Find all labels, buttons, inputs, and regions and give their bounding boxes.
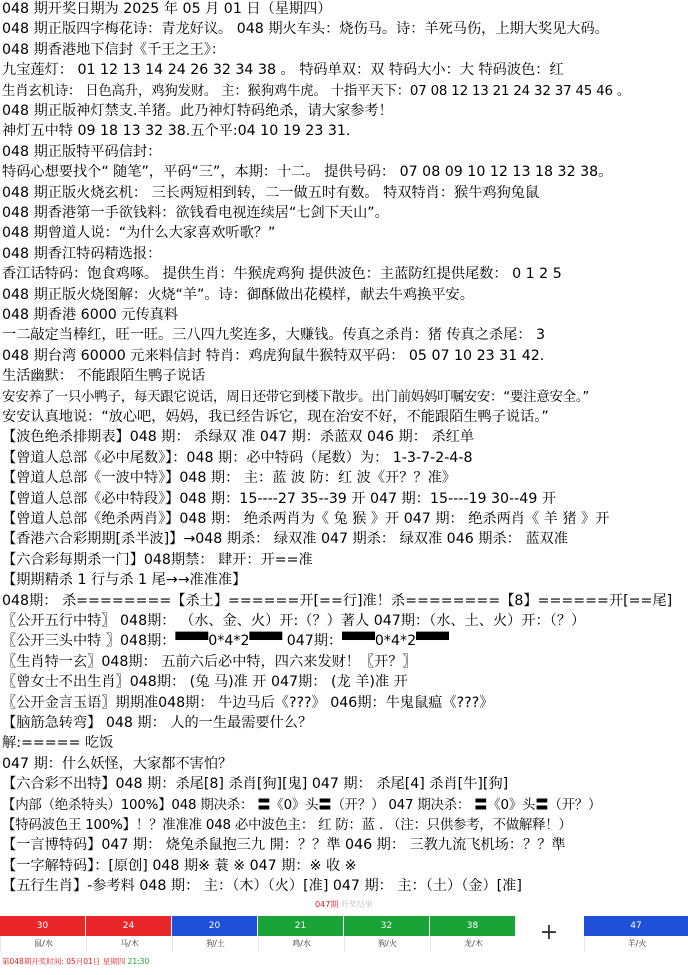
draw-period: 047期 [315, 900, 339, 909]
text-line: 安安认真地说：“放心吧，妈妈，我已经告诉它，现在治安不好，不能跟陌生鸭子说话。” [2, 409, 549, 425]
text-line: 048 期曾道人说：“为什么大家喜欢听歌？” [2, 225, 276, 241]
ball-number: 24 [86, 916, 171, 936]
text-line: 048 期正版火烧玄机： 三长两短相到转，二一做五时有数。 特双特肖：猴牛鸡狗兔鼠 [2, 185, 540, 201]
text-line: 特码心想要找个“ 随笔”，平码“三”，本期：十二。 提供号码： 07 08 09 10 12 13 18 32 38。 [2, 164, 613, 180]
ball-row [0, 916, 688, 936]
text-line: 【曾道人总部《必中特段》】048 期：15----27 35--39 开 047 期：15----19 30--49 开 [2, 491, 557, 507]
ball-number: 20 [172, 916, 257, 936]
text-line: 【一言博特码】047 期： 烧兔杀鼠抱三九 開：？？準 046 期： 三教九流飞机场：？？準 [2, 837, 566, 853]
draw-result-bar [0, 895, 688, 975]
text-line: 【曾道人总部《绝杀两肖》】048 期： 绝杀两肖为《 兔 猴 》开 047 期： 绝杀两肖《 羊 猪 》开 [2, 511, 610, 527]
ball-zodiac: 龙/木 [430, 936, 516, 952]
open-time-clock: 21:30 [125, 957, 150, 966]
text-line: 【六合彩每期杀一门】048期禁： 肆开：开==准 [2, 552, 313, 568]
text-line: 047 期：什么妖怪，大家都不害怕？ [2, 756, 233, 772]
text-line: 048 期开奖日期为 2025 年 05 月 01 日（星期四） [2, 1, 332, 17]
text-line: 【香港六合彩期期[杀半波]】→048 期杀： 绿双准 047 期杀： 绿双准 046 期杀： 蓝双准 [2, 531, 568, 547]
text-line: 048 期正版特平码信封： [2, 144, 162, 160]
ball-number: 38 [430, 916, 515, 936]
text-line: 香江话特码：饱食鸡啄。 提供生肖：牛猴虎鸡狗 提供波色：主蓝防红提供尾数： 0 1 2 5 [2, 266, 562, 282]
text-line: 解:===== 吃饭 [2, 735, 114, 751]
ball-number: 32 [344, 916, 429, 936]
text-line: 安安养了一只小鸭子，每天跟它说话，周日还带它到楼下散步。出门前妈妈叮嘱安安：“要注意安全。” [2, 390, 590, 405]
open-time [2, 955, 149, 969]
text-line: 048 期正版火烧图解：火烧“羊”。诗：御酥做出花模样，献去牛鸡换平安。 [2, 287, 474, 303]
text-line: 生活幽默： 不能跟陌生鸭子说话 [2, 368, 206, 384]
text-line: 〖公开三头中特 〗048期：▀▀▀0*4*2▀▀▀ 047期：▀▀▀0*4*2▀▀▀ [2, 633, 449, 649]
text-line: 【波色绝杀排期表】048 期： 杀绿双 准 047 期：杀蓝双 046 期： 杀红单 [2, 429, 475, 445]
text-line: 048 期正版神灯禁支.羊猪。此乃神灯特码绝杀，请大家参考！ [2, 103, 393, 119]
text-line: 048 期香港地下信封《千王之王》： [2, 42, 226, 58]
open-time-label: 第048期开奖时间: [2, 957, 67, 966]
text-line: 〖曾女士不出生肖〗048期： (兔 马)准 开 047期： (龙 羊)准 开 [2, 674, 408, 690]
text-line: 一二敲定当棒红，旺一旺。三八四九奖连多，大赚钱。传真之杀肖：猪 传真之杀尾： 3 [2, 327, 545, 343]
text-line: 生肖玄机诗： 日色高升，鸡狗发财。 主：猴狗鸡牛虎。 十指平天下：07 08 12 13 21 24 32 37 45 46 。 [2, 84, 631, 99]
text-line: 【一字解特码】：[原创] 048 期※ 蓑 ※ 047 期：※ 收 ※ [2, 858, 357, 874]
text-line: 【脑筋急转弯】 048 期： 人的一生最需要什么？ [2, 715, 313, 731]
text-line: 048 期香江特码精选报： [2, 246, 162, 262]
text-line: 〖公开五行中特〗 048期： （水、金、火）开:（？）著人 047期：（水、土、火）开：（？） [2, 613, 586, 629]
ball-zodiac: 鼠/水 [0, 936, 86, 952]
text-line: 【六合彩不出特】048 期：杀尾[8] 杀肖[狗][鬼] 047 期： 杀尾[4] 杀肖[牛][狗] [2, 776, 509, 792]
text-line: 〖公开金言玉语〗期期准048期： 牛边马后《???》 046期：牛鬼鼠瘟《???》 [2, 695, 494, 711]
ball-zodiac: 狗/火 [344, 936, 430, 952]
ball-number: 47 [584, 916, 688, 936]
text-line: 【特码波色王 100%】！？准准准 048 必中波色主： 红 防：蓝 . （注：只供参考，不做解释！） [2, 818, 572, 833]
draw-result-title [0, 897, 688, 913]
text-line: 048 期香港 6000 元传真料 [2, 307, 179, 323]
text-line: 048 期台湾 60000 元来料信封 特肖：鸡虎狗鼠牛猴特双平码： 05 07 10 23 31 42. [2, 348, 545, 364]
text-line: 【曾道人总部《必中尾数》】：048 期：必中特码（尾数）为： 1-3-7-2-4-8 [2, 450, 473, 466]
ball-number: 21 [258, 916, 343, 936]
text-line: 神灯五中特 09 18 13 32 38.五个平:04 10 19 23 31. [2, 123, 351, 139]
ball-zodiac: 羊/火 [584, 936, 688, 952]
ball-zodiac: 马/木 [86, 936, 172, 952]
text-line: 【内部（绝杀特头）100%】048 期决杀： 〓《0》头〓（开？） 047 期决杀： 〓《0》头〓（开？） [2, 798, 602, 813]
text-line: 九宝莲灯： 01 12 13 14 24 26 32 34 38 。 特码单双：双 特码大小：大 特码波色：红 [2, 62, 564, 78]
plus-icon: + [539, 920, 559, 945]
text-line: 【曾道人总部《一波中特》】048 期： 主：蓝 波 防：红 波《开？？准》 [2, 470, 456, 486]
ball-number: 30 [0, 916, 85, 936]
draw-title-suffix: 开奖结果 [338, 900, 373, 909]
text-line: 【五行生肖】-参考料 048 期： 主：（木）（火）[准] 047 期： 主：（土）（金）[准] [2, 878, 522, 894]
text-line: 048 期正版四字梅花诗：青龙好议。 048 期火车头：烧伤马。诗：羊死马伤，上期大奖见大码。 [2, 21, 609, 37]
text-line: 048 期香港第一手欲钱料：欲钱看电视连续居“七剑下天山”。 [2, 205, 389, 221]
text-line: 048期： 杀========【杀土】======开[==行]准！杀========【8】======开[==尾] [2, 593, 673, 609]
text-line: 〖生肖特一玄〗048期： 五前六后必中特，四六来发财！〖开？〗 [2, 654, 417, 670]
ball-zodiac: 狗/土 [172, 936, 258, 952]
ball-zodiac: 鸡/水 [258, 936, 344, 952]
open-time-date: 05月01日 星期四 [66, 957, 126, 966]
text-line: 【期期精杀 1 行与杀 1 尾→→准准准】 [2, 572, 247, 588]
